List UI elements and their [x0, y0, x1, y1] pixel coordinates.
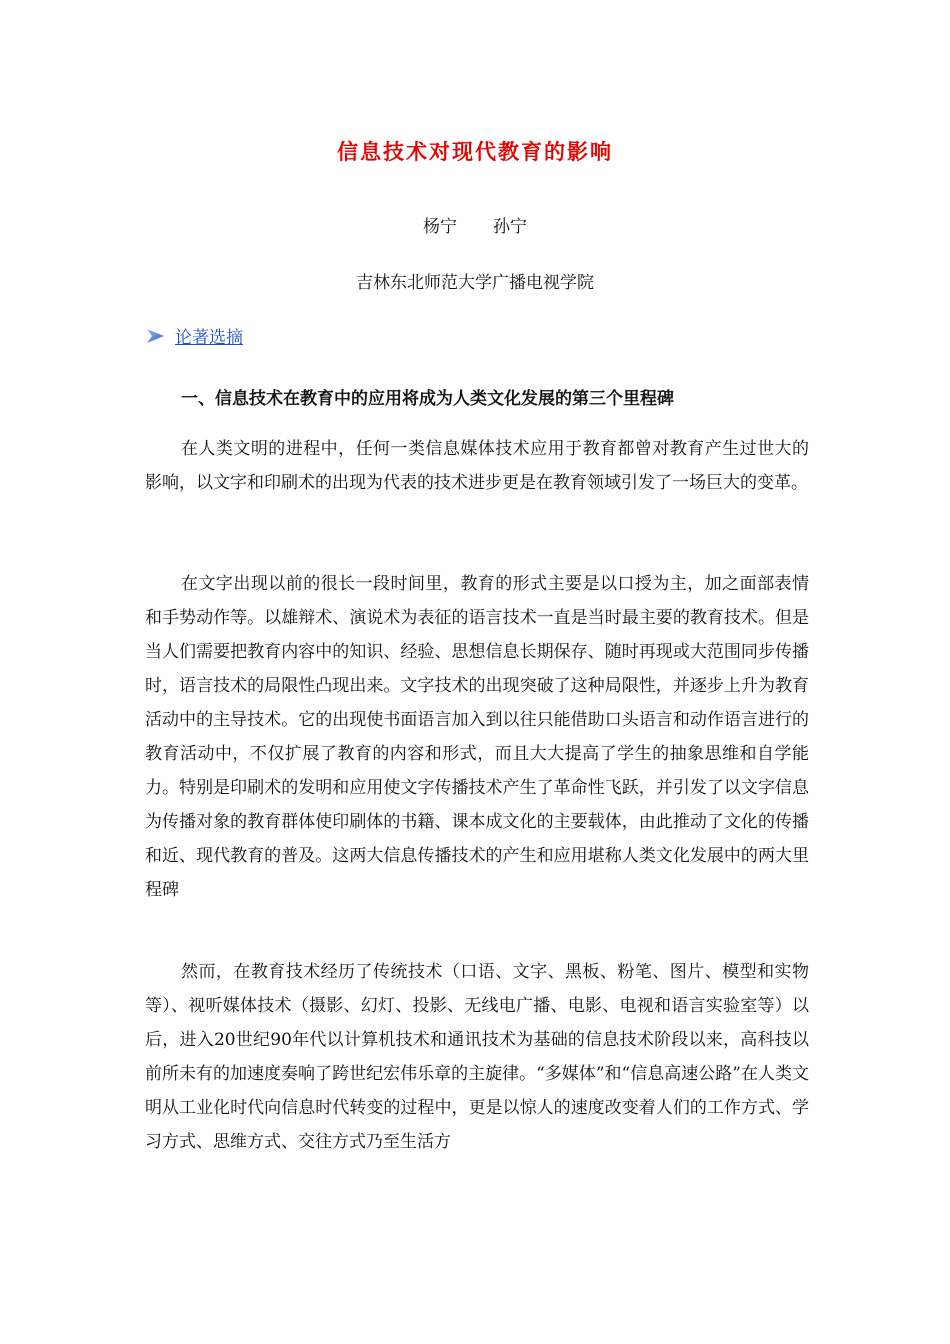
affiliation: 吉林东北师范大学广播电视学院: [356, 273, 594, 293]
section-heading: 一、信息技术在教育中的应用将成为人类文化发展的第三个里程碑: [181, 389, 674, 409]
author-name: 杨宁: [423, 217, 457, 237]
author-name: 孙宁: [493, 217, 527, 237]
body-paragraph: 在人类文明的进程中，任何一类信息媒体技术应用于教育都曾对教育产生过世大的影响，以文字和印刷术的出现为代表的技术进步更是在教育领域引发了一场巨大的变革。: [145, 439, 809, 493]
excerpt-link[interactable]: 论著选摘: [175, 328, 243, 348]
arrow-right-icon: [145, 328, 165, 344]
body-paragraph: 在文字出现以前的很长一段时间里，教育的形式主要是以口授为主，加之面部表情和手势动作等。以雄辩术、演说术为表征的语言技术一直是当时最主要的教育技术。但是当人们需要把教育内容中的知识、经验、思想信息长期保存、随时再现或大范围同步传播时，语言技术的局限性凸现出来。文字技术的出现突破了这种局限性，并逐步上升为教育活动中的主导技术。它的出现使书面语言加入到以往只能借助口头语言和动作语言进行的教育活动中，不仅扩展了教育的内容和形式，而且大大提高了学生的抽象思维和自学能力。特别是印刷术的发明和应用使文字传播技术产生了革命性飞跃，并引发了以文字信息为传播对象的教育群体使印刷体的书籍、课本成文化的主要载体，由此推动了文化的传播和近、现代教育的普及。这两大信息传播技术的产生和应用堪称人类文化发展中的两大里程碑: [145, 574, 809, 900]
excerpt-link-row: [145, 323, 243, 348]
document-title: 信息技术对现代教育的影响: [337, 140, 613, 164]
author-line: [0, 212, 950, 237]
body-paragraph: 然而，在教育技术经历了传统技术（口语、文字、黑板、粉笔、图片、模型和实物等）、视听媒体技术（摄影、幻灯、投影、无线电广播、电影、电视和语言实验室等）以后，进入20世纪90年代以计算机技术和通讯技术为基础的信息技术阶段以来，高科技以前所未有的加速度奏响了跨世纪宏伟乐章的主旋律。“多媒体”和“信息高速公路”在人类文明从工业化时代向信息时代转变的过程中，更是以惊人的速度改变着人们的工作方式、学习方式、思维方式、交往方式乃至生活方: [145, 962, 809, 1152]
